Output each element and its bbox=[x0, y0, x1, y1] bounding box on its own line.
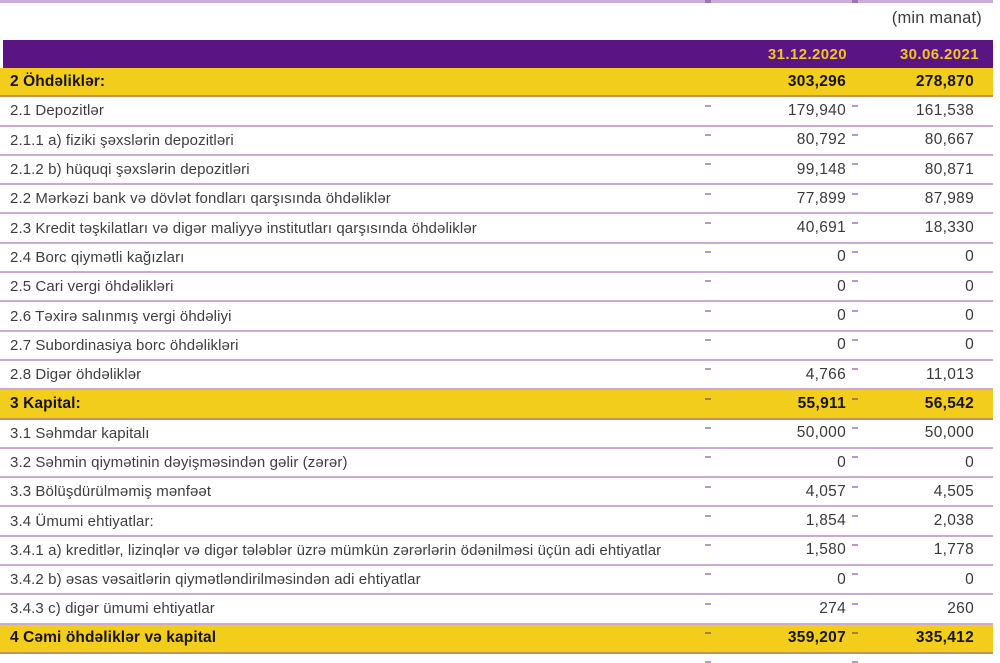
value-2021: 4,505 bbox=[855, 483, 993, 501]
table-row bbox=[0, 244, 993, 273]
row-label: 3.1 Səhmdar kapitalı bbox=[10, 424, 150, 442]
row-label: 3.4.2 b) əsas vəsaitlərin qiymətləndirilməsindən adi ehtiyatlar bbox=[10, 571, 421, 589]
value-2021: 260 bbox=[855, 600, 993, 618]
value-2020: 0 bbox=[708, 248, 855, 266]
table-body bbox=[0, 68, 993, 654]
row-label: 2.4 Borc qiymətli kağızları bbox=[10, 248, 185, 266]
value-2020: 99,148 bbox=[708, 161, 855, 179]
value-2021: 335,412 bbox=[855, 629, 993, 647]
row-label: 2.7 Subordinasiya borc öhdəlikləri bbox=[10, 336, 239, 354]
value-2020: 1,580 bbox=[708, 541, 855, 559]
value-2021: 161,538 bbox=[855, 102, 993, 120]
row-label: 4 Cəmi öhdəliklər və kapital bbox=[10, 629, 217, 647]
value-2020: 0 bbox=[708, 454, 855, 472]
table-row bbox=[0, 273, 993, 302]
value-2021: 0 bbox=[855, 307, 993, 325]
row-label: 3.2 Səhmin qiymətinin dəyişməsindən gəlir (zərər) bbox=[10, 454, 348, 471]
row-label: 2.5 Cari vergi öhdəlikləri bbox=[10, 278, 174, 296]
table-row bbox=[0, 449, 993, 478]
table-row bbox=[0, 361, 993, 390]
row-label: 2.1.1 a) fiziki şəxslərin depozitləri bbox=[10, 131, 234, 149]
table-row bbox=[0, 332, 993, 361]
table-row bbox=[0, 127, 993, 156]
row-label: 3.4 Ümumi ehtiyatlar: bbox=[10, 512, 154, 530]
value-2021: 56,542 bbox=[855, 395, 993, 413]
table-row bbox=[0, 185, 993, 214]
table-row bbox=[0, 625, 993, 654]
value-2020: 55,911 bbox=[708, 395, 855, 413]
table-row bbox=[0, 478, 993, 507]
table-row bbox=[0, 302, 993, 331]
value-2021: 18,330 bbox=[855, 219, 993, 237]
row-label: 2 Öhdəliklər: bbox=[10, 72, 106, 90]
table-row bbox=[0, 97, 993, 126]
column-divider-tick bbox=[705, 0, 711, 3]
unit-note: (min manat) bbox=[891, 9, 982, 27]
table-row bbox=[0, 68, 993, 97]
value-2021: 2,038 bbox=[855, 512, 993, 530]
value-2021: 80,667 bbox=[855, 131, 993, 149]
value-2021: 278,870 bbox=[855, 73, 993, 91]
value-2021: 1,778 bbox=[855, 541, 993, 559]
value-2020: 4,766 bbox=[708, 366, 855, 384]
value-2021: 11,013 bbox=[855, 366, 993, 384]
table-row bbox=[0, 214, 993, 243]
value-2021: 87,989 bbox=[855, 190, 993, 208]
column-header-2021: 30.06.2021 bbox=[899, 45, 979, 63]
table-row bbox=[0, 420, 993, 449]
value-2021: 0 bbox=[855, 248, 993, 266]
row-label: 3.3 Bölüşdürülməmiş mənfəət bbox=[10, 483, 212, 501]
value-2020: 274 bbox=[708, 600, 855, 618]
value-2020: 4,057 bbox=[708, 483, 855, 501]
value-2020: 0 bbox=[708, 571, 855, 589]
table-row bbox=[0, 390, 993, 419]
value-2021: 80,871 bbox=[855, 161, 993, 179]
value-2020: 80,792 bbox=[708, 131, 855, 149]
value-2020: 303,296 bbox=[708, 73, 855, 91]
value-2020: 0 bbox=[708, 336, 855, 354]
value-2021: 0 bbox=[855, 571, 993, 589]
row-label: 2.1 Depozitlər bbox=[10, 102, 104, 120]
table-row bbox=[0, 507, 993, 536]
value-2020: 50,000 bbox=[708, 424, 855, 442]
value-2021: 0 bbox=[855, 454, 993, 472]
row-label: 3.4.3 c) digər ümumi ehtiyatlar bbox=[10, 600, 215, 618]
row-label: 2.1.2 b) hüquqi şəxslərin depozitləri bbox=[10, 161, 250, 179]
value-2021: 0 bbox=[855, 336, 993, 354]
table-row bbox=[0, 156, 993, 185]
row-label: 3 Kapital: bbox=[10, 394, 81, 412]
row-label: 3.4.1 a) kreditlər, lizinqlər və digər tələblər üzrə mümkün zərərlərin ödənilməsi üçün adi ehtiyatlar bbox=[10, 541, 662, 559]
table-row bbox=[0, 537, 993, 566]
row-label: 2.2 Mərkəzi bank və dövlət fondları qarşısında öhdəliklər bbox=[10, 190, 391, 208]
value-2020: 359,207 bbox=[708, 629, 855, 647]
top-border-line bbox=[0, 0, 993, 3]
value-2020: 77,899 bbox=[708, 190, 855, 208]
balance-sheet-table bbox=[0, 40, 993, 654]
value-2020: 40,691 bbox=[708, 219, 855, 237]
value-2020: 0 bbox=[708, 307, 855, 325]
table-header-row bbox=[3, 40, 993, 68]
column-divider-tick bbox=[852, 0, 858, 3]
column-header-2020: 31.12.2020 bbox=[767, 45, 847, 63]
value-2021: 0 bbox=[855, 278, 993, 296]
table-row bbox=[0, 566, 993, 595]
value-2020: 1,854 bbox=[708, 512, 855, 530]
value-2021: 50,000 bbox=[855, 424, 993, 442]
value-2020: 179,940 bbox=[708, 102, 855, 120]
row-label: 2.6 Təxirə salınmış vergi öhdəliyi bbox=[10, 307, 232, 325]
row-label: 2.3 Kredit təşkilatları və digər maliyyə institutları qarşısında öhdəliklər bbox=[10, 219, 477, 237]
table-row bbox=[0, 595, 993, 624]
value-2020: 0 bbox=[708, 278, 855, 296]
row-label: 2.8 Digər öhdəliklər bbox=[10, 366, 142, 384]
